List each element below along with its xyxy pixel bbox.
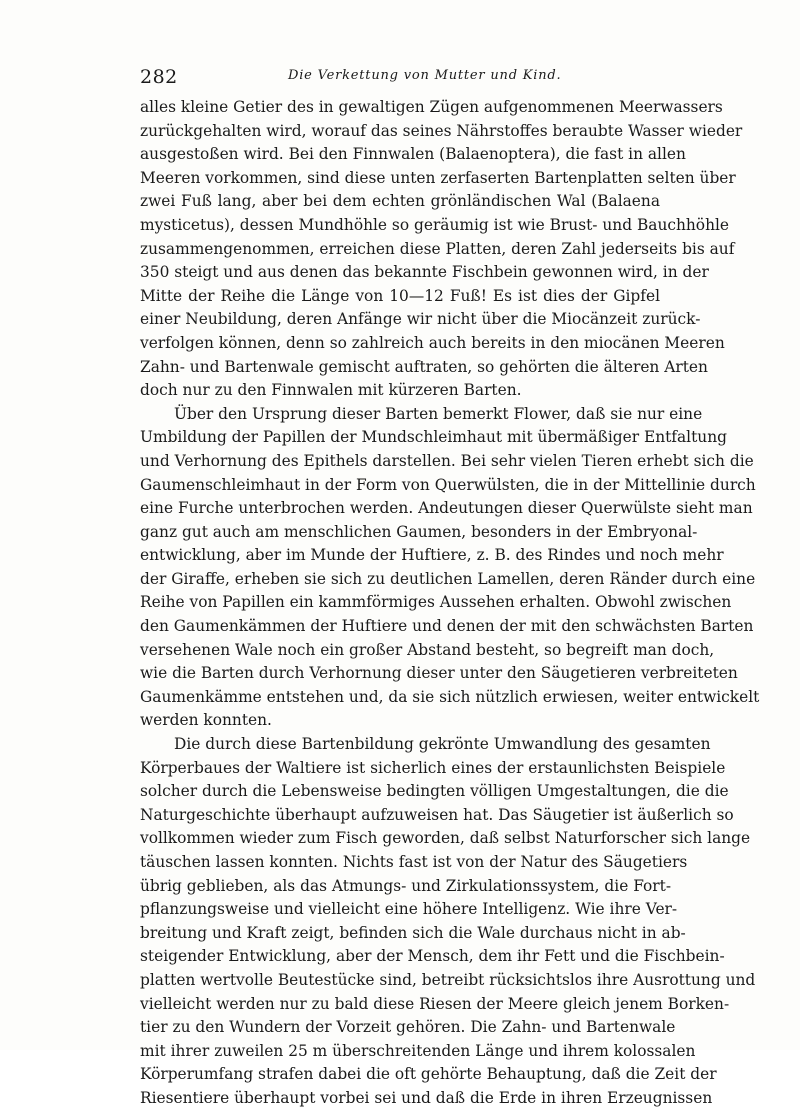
text-line: Gaumenkämme entstehen und, da sie sich nützlich erwiesen, weiter entwickelt xyxy=(140,687,760,706)
paragraph xyxy=(140,403,760,733)
text-line: pflanzungsweise und vielleicht eine höhere Intelligenz. Wie ihre Ver- xyxy=(140,900,678,919)
text-line: Meeren vorkommen, sind diese unten zerfaserten Bartenplatten selten über xyxy=(140,168,736,187)
text-line: täuschen lassen konnten. Nichts fast ist von der Natur des Säugetiers xyxy=(140,853,688,871)
text-line: Reihe von Papillen ein kammförmiges Aussehen erhalten. Obwohl zwischen xyxy=(140,593,732,612)
text-line: versehenen Wale noch ein großer Abstand besteht, so begreift man doch, xyxy=(140,640,715,659)
text-line: 350 steigt und aus denen das bekannte Fischbein gewonnen wird, in der xyxy=(140,263,709,282)
text-line: mysticetus), dessen Mundhöhle so geräumig ist wie Brust- und Bauchhöhle xyxy=(140,215,730,234)
text-line: tier zu den Wundern der Vorzeit gehören. Die Zahn- und Bartenwale xyxy=(140,1018,676,1037)
running-head: Die Verkettung von Mutter und Kind. xyxy=(288,68,562,83)
text-line: eine Furche unterbrochen werden. Andeutungen dieser Querwülste sieht man xyxy=(140,499,753,518)
text-line: übrig geblieben, als das Atmungs- und Zirkulationssystem, die Fort- xyxy=(140,876,672,895)
text-line: verfolgen können, denn so zahlreich auch bereits in den miocänen Meeren xyxy=(140,333,725,352)
page-number: 282 xyxy=(140,66,178,88)
text-line: und Verhornung des Epithels darstellen. Bei sehr vielen Tieren erhebt sich die xyxy=(140,451,754,470)
text-line: Körperumfang strafen dabei die oft gehörte Behauptung, daß die Zeit der xyxy=(140,1065,717,1084)
text-line: Umbildung der Papillen der Mundschleimhaut mit übermäßiger Entfaltung xyxy=(140,428,727,447)
text-line: zwei Fuß lang, aber bei dem echten grönländischen Wal (Balaena xyxy=(140,192,660,211)
text-line: platten wertvolle Beutestücke sind, betreibt rücksichtslos ihre Ausrottung und xyxy=(140,970,756,989)
text-line: Körperbaues der Waltiere ist sicherlich eines der erstaunlichsten Beispiele xyxy=(140,758,726,777)
text-line: werden konnten. xyxy=(140,711,272,730)
text-line: vollkommen wieder zum Fisch geworden, daß selbst Naturforscher sich lange xyxy=(140,829,751,848)
text-line: ausgestoßen wird. Bei den Finnwalen (Balaenoptera), die fast in allen xyxy=(140,145,686,164)
text-line: Die durch diese Bartenbildung gekrönte Umwandlung des gesamten xyxy=(174,735,711,754)
text-line: wie die Barten durch Verhornung dieser unter den Säugetieren verbreiteten xyxy=(140,664,738,683)
text-line: Naturgeschichte überhaupt aufzuweisen hat. Das Säugetier ist äußerlich so xyxy=(140,805,734,824)
text-line: doch nur zu den Finnwalen mit kürzeren Barten. xyxy=(140,381,522,400)
text-line: ganz gut auch am menschlichen Gaumen, besonders in der Embryonal- xyxy=(140,522,698,541)
body-text xyxy=(140,96,760,1111)
text-line: steigender Entwicklung, aber der Mensch, dem ihr Fett und die Fischbein- xyxy=(140,947,725,966)
page-header xyxy=(140,60,660,90)
text-line: zusammengenommen, erreichen diese Platten, deren Zahl jederseits bis auf xyxy=(140,239,735,258)
text-line: Gaumenschleimhaut in der Form von Querwülsten, die in der Mittellinie durch xyxy=(140,475,756,494)
text-line: breitung und Kraft zeigt, befinden sich die Wale durchaus nicht in ab- xyxy=(140,923,686,942)
paragraph xyxy=(140,733,756,1111)
text-line: solcher durch die Lebensweise bedingten völligen Umgestaltungen, die die xyxy=(140,782,729,801)
text-line: zurückgehalten wird, worauf das seines Nährstoffes beraubte Wasser wieder xyxy=(140,121,743,140)
text-line: Riesentiere überhaupt vorbei sei und daß die Erde in ihren Erzeugnissen xyxy=(140,1088,713,1107)
text-line: Mitte der Reihe die Länge von 10—12 Fuß! Es ist dies der Gipfel xyxy=(140,286,660,305)
text-line: entwicklung, aber im Munde der Huftiere, z. B. des Rindes und noch mehr xyxy=(140,546,724,565)
text-line: einer Neubildung, deren Anfänge wir nicht über die Miocänzeit zurück- xyxy=(140,310,701,329)
text-line: den Gaumenkämmen der Huftiere und denen der mit den schwächsten Barten xyxy=(140,617,754,636)
text-line: Zahn- und Bartenwale gemischt auftraten, so gehörten die älteren Arten xyxy=(140,357,708,376)
text-line: Über den Ursprung dieser Barten bemerkt Flower, daß sie nur eine xyxy=(174,404,703,423)
text-line: vielleicht werden nur zu bald diese Riesen der Meere gleich jenem Borken- xyxy=(140,994,730,1013)
text-line: alles kleine Getier des in gewaltigen Zügen aufgenommenen Meerwassers xyxy=(140,98,723,116)
text-line: der Giraffe, erheben sie sich zu deutlichen Lamellen, deren Ränder durch eine xyxy=(140,569,756,588)
text-line: mit ihrer zuweilen 25 m überschreitenden Länge und ihrem kolossalen xyxy=(140,1041,696,1060)
paragraph xyxy=(140,96,743,403)
